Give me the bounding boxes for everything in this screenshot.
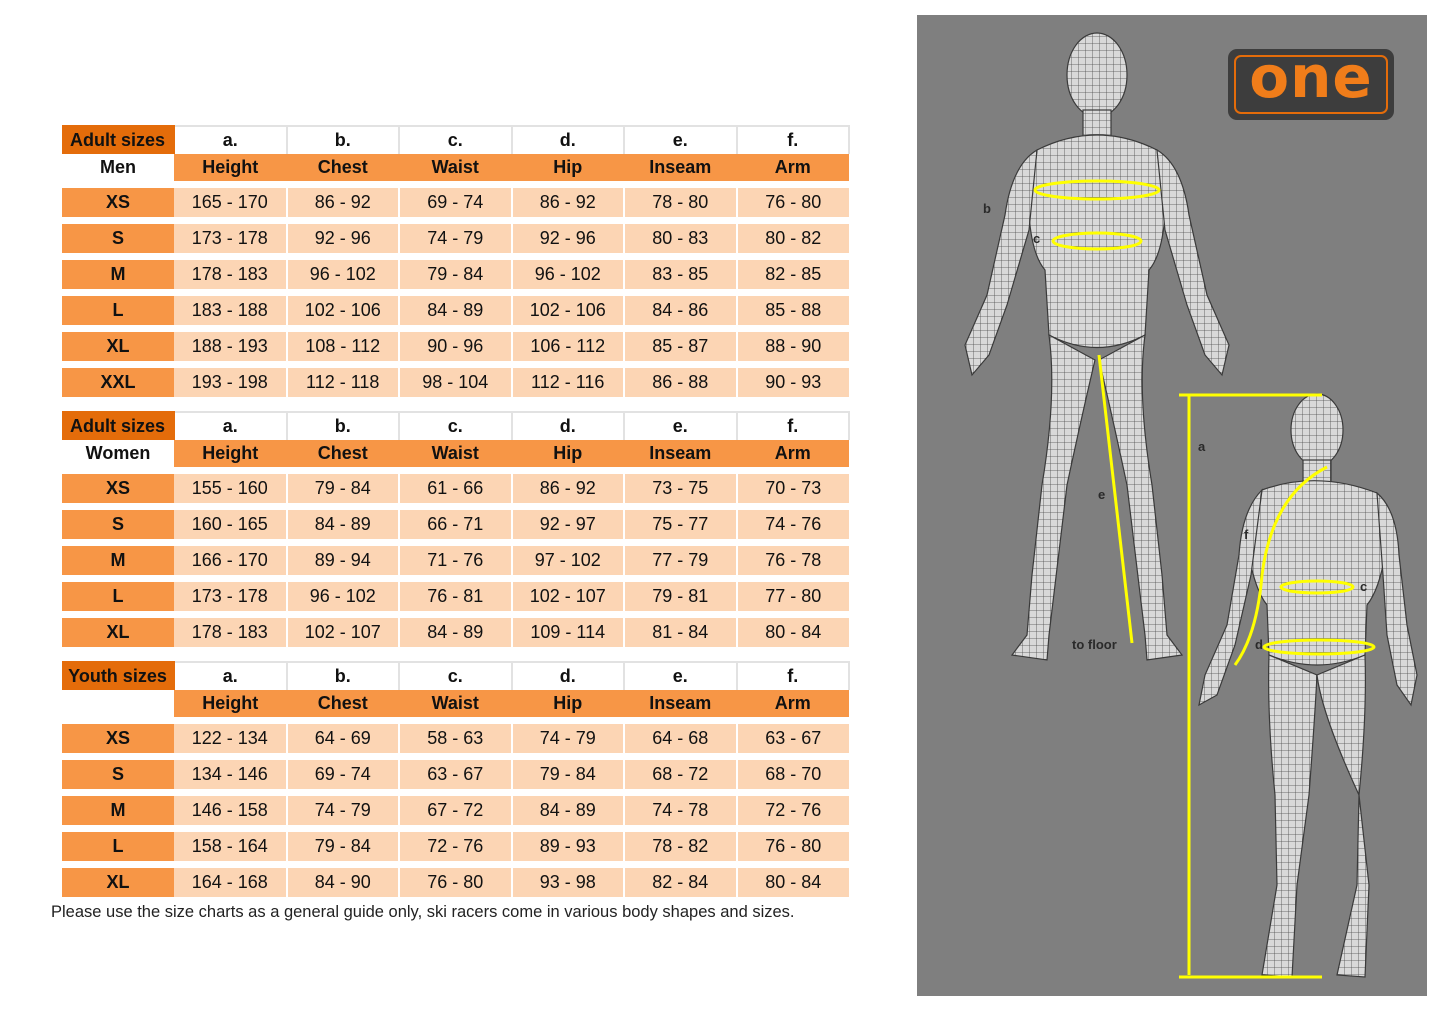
measurement-cell: 84 - 89 bbox=[512, 793, 625, 829]
measurement-cell: 86 - 92 bbox=[512, 471, 625, 507]
measurement-cell: 76 - 78 bbox=[737, 543, 850, 579]
measurement-cell: 80 - 84 bbox=[737, 615, 850, 648]
size-row bbox=[62, 221, 849, 257]
measure-header: Hip bbox=[512, 690, 625, 721]
measurement-cell: 98 - 104 bbox=[399, 365, 512, 398]
measurement-cell: 82 - 85 bbox=[737, 257, 850, 293]
measurement-cell: 96 - 102 bbox=[512, 257, 625, 293]
measure-header: Chest bbox=[287, 440, 400, 471]
column-letter: f. bbox=[737, 662, 850, 690]
measurement-cell: 74 - 79 bbox=[512, 721, 625, 757]
letter-row bbox=[62, 126, 849, 154]
group-label: Youth sizes bbox=[62, 662, 174, 690]
label-f: f bbox=[1244, 527, 1249, 542]
measurement-cell: 63 - 67 bbox=[399, 757, 512, 793]
measurement-cell: 82 - 84 bbox=[624, 865, 737, 898]
measurement-cell: 84 - 86 bbox=[624, 293, 737, 329]
measurement-cell: 89 - 94 bbox=[287, 543, 400, 579]
measurement-cell: 69 - 74 bbox=[287, 757, 400, 793]
measurement-cell: 102 - 106 bbox=[512, 293, 625, 329]
size-row bbox=[62, 829, 849, 865]
label-e: e bbox=[1098, 487, 1106, 502]
column-letter: c. bbox=[399, 126, 512, 154]
measure-row bbox=[62, 440, 849, 471]
column-letter: c. bbox=[399, 662, 512, 690]
size-row bbox=[62, 293, 849, 329]
measurement-cell: 93 - 98 bbox=[512, 865, 625, 898]
column-letter: f. bbox=[737, 126, 850, 154]
size-label: XL bbox=[62, 329, 174, 365]
measurement-cell: 106 - 112 bbox=[512, 329, 625, 365]
size-label: S bbox=[62, 221, 174, 257]
group-label: Adult sizes bbox=[62, 126, 174, 154]
measurement-cell: 64 - 69 bbox=[287, 721, 400, 757]
measurement-cell: 88 - 90 bbox=[737, 329, 850, 365]
measurement-cell: 89 - 93 bbox=[512, 829, 625, 865]
measurement-cell: 58 - 63 bbox=[399, 721, 512, 757]
measurement-cell: 173 - 178 bbox=[174, 221, 287, 257]
measurement-cell: 64 - 68 bbox=[624, 721, 737, 757]
measurement-cell: 109 - 114 bbox=[512, 615, 625, 648]
column-letter: b. bbox=[287, 126, 400, 154]
column-letter: b. bbox=[287, 662, 400, 690]
measurement-cell: 102 - 107 bbox=[512, 579, 625, 615]
measurement-cell: 73 - 75 bbox=[624, 471, 737, 507]
label-d: d bbox=[1255, 637, 1263, 652]
measurement-cell: 173 - 178 bbox=[174, 579, 287, 615]
group-label: Adult sizes bbox=[62, 412, 174, 440]
measurement-cell: 178 - 183 bbox=[174, 615, 287, 648]
measurement-cell: 112 - 116 bbox=[512, 365, 625, 398]
column-letter: f. bbox=[737, 412, 850, 440]
measurement-cell: 79 - 84 bbox=[287, 471, 400, 507]
measure-header: Height bbox=[174, 440, 287, 471]
measurement-cell: 75 - 77 bbox=[624, 507, 737, 543]
body-measurement-diagram bbox=[917, 15, 1427, 996]
measurement-cell: 84 - 90 bbox=[287, 865, 400, 898]
logo-text: one bbox=[1249, 43, 1373, 111]
measurement-cell: 79 - 84 bbox=[512, 757, 625, 793]
measure-header: Height bbox=[174, 154, 287, 185]
gender-label bbox=[62, 690, 174, 721]
column-letter: a. bbox=[174, 412, 287, 440]
size-label: XS bbox=[62, 471, 174, 507]
measurement-cell: 66 - 71 bbox=[399, 507, 512, 543]
measurement-cell: 96 - 102 bbox=[287, 257, 400, 293]
measurement-cell: 85 - 87 bbox=[624, 329, 737, 365]
measurement-cell: 146 - 158 bbox=[174, 793, 287, 829]
size-row bbox=[62, 865, 849, 898]
label-c-back: c bbox=[1360, 579, 1368, 594]
measurement-cell: 74 - 79 bbox=[287, 793, 400, 829]
measurement-cell: 72 - 76 bbox=[399, 829, 512, 865]
measure-header: Waist bbox=[399, 154, 512, 185]
measurement-cell: 160 - 165 bbox=[174, 507, 287, 543]
measurement-cell: 71 - 76 bbox=[399, 543, 512, 579]
column-letter: d. bbox=[512, 662, 625, 690]
measurement-cell: 112 - 118 bbox=[287, 365, 400, 398]
size-row bbox=[62, 365, 849, 398]
measure-row bbox=[62, 690, 849, 721]
column-letter: e. bbox=[624, 662, 737, 690]
column-letter: c. bbox=[399, 412, 512, 440]
size-row bbox=[62, 615, 849, 648]
measurement-cell: 188 - 193 bbox=[174, 329, 287, 365]
measurement-cell: 83 - 85 bbox=[624, 257, 737, 293]
measurement-cell: 90 - 96 bbox=[399, 329, 512, 365]
youth-size-table bbox=[62, 661, 850, 897]
measurement-cell: 80 - 83 bbox=[624, 221, 737, 257]
size-row bbox=[62, 507, 849, 543]
measurement-cell: 63 - 67 bbox=[737, 721, 850, 757]
letter-row bbox=[62, 662, 849, 690]
measurement-cell: 92 - 96 bbox=[512, 221, 625, 257]
label-to-floor: to floor bbox=[1072, 637, 1117, 652]
measurement-cell: 80 - 84 bbox=[737, 865, 850, 898]
measurement-cell: 74 - 76 bbox=[737, 507, 850, 543]
measurement-cell: 76 - 80 bbox=[737, 185, 850, 221]
measurement-cell: 78 - 82 bbox=[624, 829, 737, 865]
measurement-cell: 166 - 170 bbox=[174, 543, 287, 579]
size-row bbox=[62, 543, 849, 579]
measurement-cell: 86 - 92 bbox=[287, 185, 400, 221]
measurement-cell: 183 - 188 bbox=[174, 293, 287, 329]
measurement-cell: 76 - 80 bbox=[737, 829, 850, 865]
measurement-cell: 77 - 79 bbox=[624, 543, 737, 579]
measurement-cell: 96 - 102 bbox=[287, 579, 400, 615]
measurement-cell: 92 - 97 bbox=[512, 507, 625, 543]
measurement-cell: 69 - 74 bbox=[399, 185, 512, 221]
measure-header: Chest bbox=[287, 154, 400, 185]
column-letter: e. bbox=[624, 412, 737, 440]
size-label: M bbox=[62, 543, 174, 579]
size-row bbox=[62, 257, 849, 293]
measurement-cell: 79 - 84 bbox=[287, 829, 400, 865]
measurement-cell: 178 - 183 bbox=[174, 257, 287, 293]
size-label: L bbox=[62, 829, 174, 865]
size-label: M bbox=[62, 793, 174, 829]
measurement-cell: 97 - 102 bbox=[512, 543, 625, 579]
measurement-cell: 84 - 89 bbox=[287, 507, 400, 543]
label-b: b bbox=[983, 201, 991, 216]
measure-header: Hip bbox=[512, 440, 625, 471]
measure-header: Hip bbox=[512, 154, 625, 185]
measurement-cell: 74 - 78 bbox=[624, 793, 737, 829]
size-row bbox=[62, 579, 849, 615]
measurement-cell: 85 - 88 bbox=[737, 293, 850, 329]
gender-label: Men bbox=[62, 154, 174, 185]
column-letter: d. bbox=[512, 412, 625, 440]
column-letter: d. bbox=[512, 126, 625, 154]
size-label: M bbox=[62, 257, 174, 293]
size-label: S bbox=[62, 507, 174, 543]
column-letter: a. bbox=[174, 662, 287, 690]
size-row bbox=[62, 185, 849, 221]
measure-header: Height bbox=[174, 690, 287, 721]
size-label: S bbox=[62, 757, 174, 793]
measurement-cell: 90 - 93 bbox=[737, 365, 850, 398]
measurement-cell: 70 - 73 bbox=[737, 471, 850, 507]
measurement-cell: 86 - 88 bbox=[624, 365, 737, 398]
column-letter: e. bbox=[624, 126, 737, 154]
column-letter: a. bbox=[174, 126, 287, 154]
measurement-cell: 61 - 66 bbox=[399, 471, 512, 507]
size-label: XXL bbox=[62, 365, 174, 398]
measurement-cell: 81 - 84 bbox=[624, 615, 737, 648]
size-label: XS bbox=[62, 185, 174, 221]
size-row bbox=[62, 757, 849, 793]
size-row bbox=[62, 793, 849, 829]
measurement-cell: 102 - 107 bbox=[287, 615, 400, 648]
measurement-cell: 108 - 112 bbox=[287, 329, 400, 365]
measurement-cell: 80 - 82 bbox=[737, 221, 850, 257]
measurement-cell: 79 - 84 bbox=[399, 257, 512, 293]
measurement-cell: 155 - 160 bbox=[174, 471, 287, 507]
measurement-cell: 102 - 106 bbox=[287, 293, 400, 329]
measurement-cell: 76 - 81 bbox=[399, 579, 512, 615]
body-figures-illustration bbox=[917, 15, 1427, 996]
measure-header: Arm bbox=[737, 690, 850, 721]
measurement-cell: 67 - 72 bbox=[399, 793, 512, 829]
measurement-cell: 84 - 89 bbox=[399, 615, 512, 648]
back-body-figure bbox=[1199, 394, 1417, 977]
measure-header: Inseam bbox=[624, 440, 737, 471]
men-size-table bbox=[62, 125, 850, 397]
size-label: XS bbox=[62, 721, 174, 757]
measure-header: Arm bbox=[737, 440, 850, 471]
size-row bbox=[62, 471, 849, 507]
size-row bbox=[62, 329, 849, 365]
column-letter: b. bbox=[287, 412, 400, 440]
measure-row bbox=[62, 154, 849, 185]
measurement-cell: 122 - 134 bbox=[174, 721, 287, 757]
size-guide-note: Please use the size charts as a general guide only, ski racers come in various body shapes and sizes. bbox=[51, 903, 795, 921]
measure-header: Inseam bbox=[624, 154, 737, 185]
measurement-cell: 74 - 79 bbox=[399, 221, 512, 257]
measurement-cell: 78 - 80 bbox=[624, 185, 737, 221]
measurement-cell: 68 - 70 bbox=[737, 757, 850, 793]
label-c-front: c bbox=[1033, 231, 1041, 246]
women-size-table bbox=[62, 411, 850, 647]
measurement-cell: 134 - 146 bbox=[174, 757, 287, 793]
measurement-cell: 165 - 170 bbox=[174, 185, 287, 221]
size-label: L bbox=[62, 579, 174, 615]
label-a: a bbox=[1198, 439, 1206, 454]
measure-header: Chest bbox=[287, 690, 400, 721]
measurement-cell: 68 - 72 bbox=[624, 757, 737, 793]
measurement-cell: 79 - 81 bbox=[624, 579, 737, 615]
letter-row bbox=[62, 412, 849, 440]
size-label: XL bbox=[62, 865, 174, 898]
measure-header: Arm bbox=[737, 154, 850, 185]
measurement-cell: 76 - 80 bbox=[399, 865, 512, 898]
measurement-cell: 92 - 96 bbox=[287, 221, 400, 257]
measurement-cell: 84 - 89 bbox=[399, 293, 512, 329]
brand-logo bbox=[1228, 43, 1394, 120]
measure-header: Waist bbox=[399, 690, 512, 721]
measure-header: Inseam bbox=[624, 690, 737, 721]
measurement-cell: 193 - 198 bbox=[174, 365, 287, 398]
measurement-cell: 164 - 168 bbox=[174, 865, 287, 898]
size-row bbox=[62, 721, 849, 757]
measurement-cell: 86 - 92 bbox=[512, 185, 625, 221]
size-label: L bbox=[62, 293, 174, 329]
measurement-cell: 158 - 164 bbox=[174, 829, 287, 865]
gender-label: Women bbox=[62, 440, 174, 471]
measure-header: Waist bbox=[399, 440, 512, 471]
measurement-cell: 77 - 80 bbox=[737, 579, 850, 615]
measurement-cell: 72 - 76 bbox=[737, 793, 850, 829]
size-label: XL bbox=[62, 615, 174, 648]
